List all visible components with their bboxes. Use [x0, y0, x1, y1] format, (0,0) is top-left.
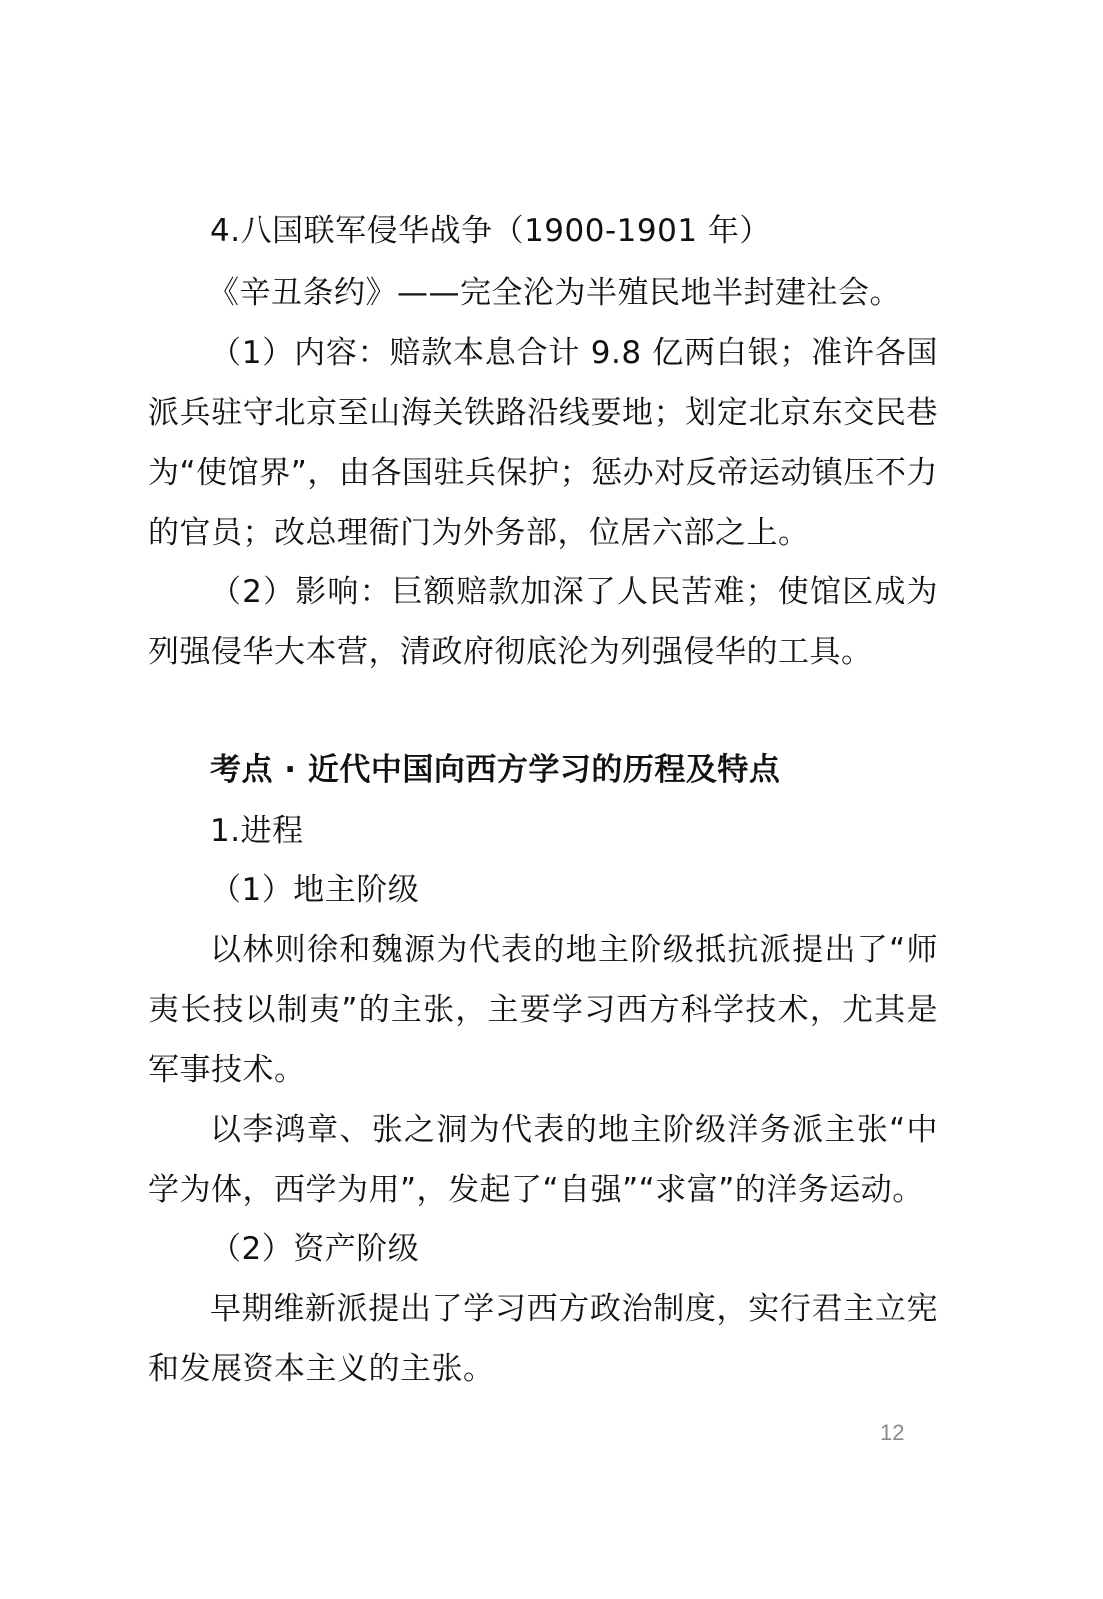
impact-paragraph: （2）影响：巨额赔款加深了人民苦难；使馆区成为列强侵华大本营，清政府彻底沦为列强侵华的工具。 [148, 574, 938, 670]
page-number: 12 [880, 1420, 905, 1445]
reform-paragraph: 早期维新派提出了学习西方政治制度，实行君主立宪和发展资本主义的主张。 [148, 1291, 938, 1387]
content-paragraph: （1）内容：赔款本息合计 9.8 亿两白银；准许各国派兵驻守北京至山海关铁路沿线要地；划定北京东交民巷为“使馆界”，由各国驻兵保护；惩办对反帝运动镇压不力的官员；改总理衙门为外务部，位居六部之上。 [148, 335, 938, 551]
lin-wei-paragraph: 以林则徐和魏源为代表的地主阶级抵抗派提出了“师夷长技以制夷”的主张，主要学习西方科学技术，尤其是军事技术。 [148, 932, 938, 1088]
process-heading: 1.进程 [210, 813, 304, 849]
li-zhang-paragraph: 以李鸿章、张之洞为代表的地主阶级洋务派主张“中学为体，西学为用”，发起了“自强”“求富”的洋务运动。 [148, 1112, 938, 1208]
treaty-line: 《辛丑条约》——完全沦为半殖民地半封建社会。 [208, 275, 901, 311]
bourgeois-heading: （2）资产阶级 [210, 1231, 420, 1267]
kaodian-heading: 考点 · 近代中国向西方学习的历程及特点 [210, 752, 781, 788]
landlord-class-heading: （1）地主阶级 [210, 872, 420, 908]
section-4-title: 4.八国联军侵华战争（1900-1901 年） [210, 213, 771, 249]
